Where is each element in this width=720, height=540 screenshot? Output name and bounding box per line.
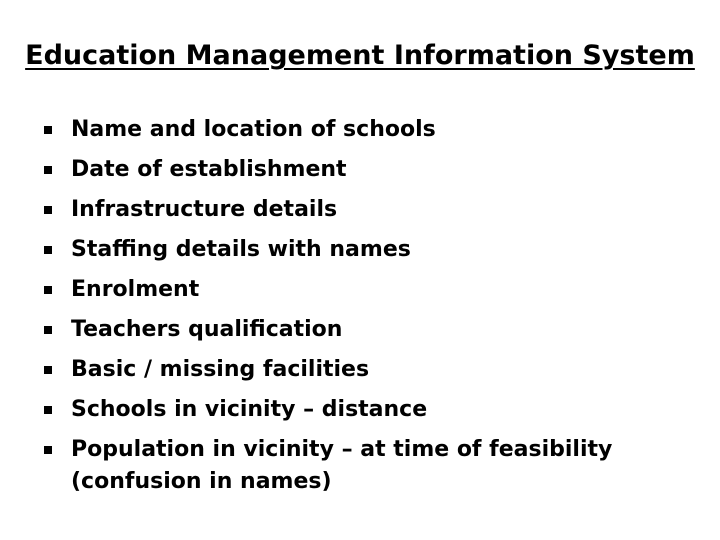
list-item bbox=[42, 234, 692, 266]
square-bullet-icon bbox=[44, 286, 52, 294]
bullet-text: Infrastructure details bbox=[71, 197, 338, 222]
square-bullet-icon bbox=[44, 446, 52, 454]
square-bullet-icon bbox=[44, 246, 52, 254]
bullet-text: Name and location of schools bbox=[71, 117, 436, 142]
bullet-text: Teachers qualification bbox=[71, 317, 343, 342]
list-item bbox=[42, 434, 692, 498]
list-item bbox=[42, 154, 692, 186]
list-item bbox=[42, 354, 692, 386]
list-item bbox=[42, 114, 692, 146]
bullet-text: Population in vicinity – at time of feasibility (confusion in names) bbox=[71, 437, 613, 494]
bullet-text: Enrolment bbox=[71, 277, 200, 302]
square-bullet-icon bbox=[44, 366, 52, 374]
bullet-text: Staffing details with names bbox=[71, 237, 411, 262]
list-item bbox=[42, 194, 692, 226]
bullet-text: Date of establishment bbox=[71, 157, 347, 182]
bullet-list bbox=[42, 114, 692, 506]
bullet-text: Schools in vicinity – distance bbox=[71, 397, 428, 422]
list-item bbox=[42, 274, 692, 306]
square-bullet-icon bbox=[44, 406, 52, 414]
bullet-text: Basic / missing facilities bbox=[71, 357, 370, 382]
square-bullet-icon bbox=[44, 166, 52, 174]
square-bullet-icon bbox=[44, 206, 52, 214]
square-bullet-icon bbox=[44, 326, 52, 334]
slide-title: Education Management Information System bbox=[25, 40, 695, 71]
list-item bbox=[42, 394, 692, 426]
square-bullet-icon bbox=[44, 126, 52, 134]
list-item bbox=[42, 314, 692, 346]
